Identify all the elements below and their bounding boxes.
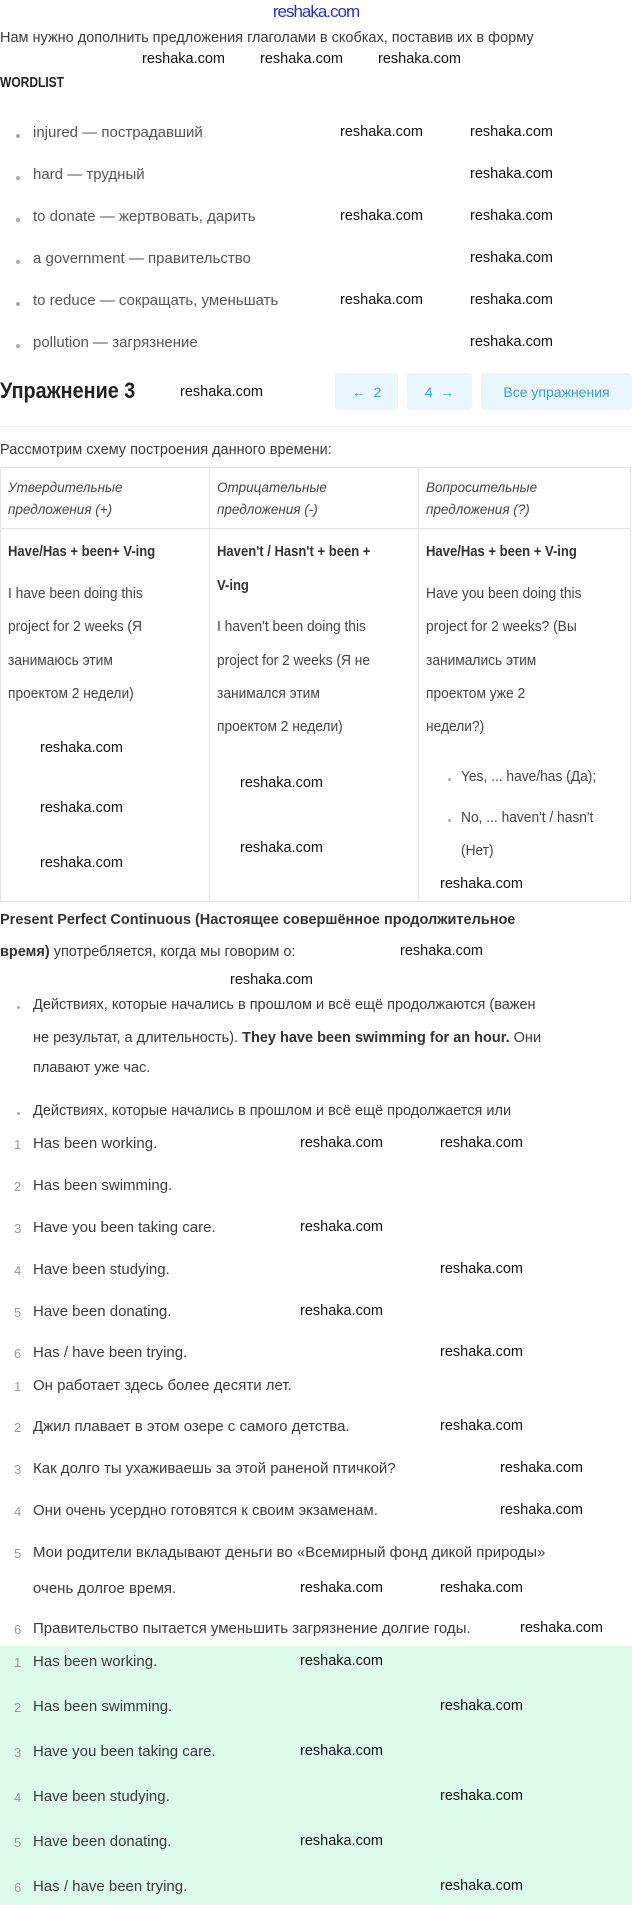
watermark: reshaka.com xyxy=(440,1878,524,1894)
bullet-icon xyxy=(17,1006,20,1009)
item-number: 5 xyxy=(14,1546,22,1561)
answer-item: Have you been taking care. xyxy=(33,1219,216,1236)
example-line: занимались этим xyxy=(426,653,537,669)
final-answer-item: Have been studying. xyxy=(33,1788,170,1805)
watermark: reshaka.com xyxy=(520,1620,604,1636)
watermark: reshaka.com xyxy=(300,1135,384,1151)
translation-item: Мои родители вкладывают деньги во «Всемирный фонд дикой природы» xyxy=(33,1544,546,1561)
column-divider xyxy=(418,468,419,901)
scheme-intro: Рассмотрим схему построения данного времени: xyxy=(0,442,332,458)
short-answer: No, ... haven't / hasn't xyxy=(461,810,594,826)
watermark: reshaka.com xyxy=(470,334,554,350)
watermark: reshaka.com xyxy=(240,775,324,791)
bullet-icon xyxy=(16,344,20,348)
arrow-right-icon: → xyxy=(432,383,455,400)
bullet-icon xyxy=(448,778,451,781)
bullet-icon xyxy=(16,260,20,264)
site-logo[interactable]: reshaka.com xyxy=(272,2,360,21)
watermark: reshaka.com xyxy=(300,1833,384,1849)
translation-item: Как долго ты ухаживаешь за этой раненой птичкой? xyxy=(33,1460,396,1477)
answer-item: Has been swimming. xyxy=(33,1177,173,1194)
example-line: Have you been doing this xyxy=(426,586,582,602)
watermark: reshaka.com xyxy=(180,384,264,400)
divider xyxy=(0,426,632,427)
table-header: предложения (+) xyxy=(8,502,113,517)
usage-example: They have been swimming for an hour. xyxy=(242,1030,510,1046)
answer-item: Have been studying. xyxy=(33,1261,170,1278)
watermark: reshaka.com xyxy=(470,292,554,308)
usage-title-rest: употребляется, когда мы говорим о: xyxy=(49,944,296,960)
bullet-icon xyxy=(448,819,451,822)
watermark: reshaka.com xyxy=(240,840,324,856)
word-item: pollution — загрязнение xyxy=(33,334,198,351)
example-line: project for 2 weeks (Я не xyxy=(217,653,371,669)
answer-item: Has / have been trying. xyxy=(33,1344,188,1361)
bullet-icon xyxy=(17,1112,20,1115)
intro-text: Нам нужно дополнить предложения глаголами в скобках, поставив их в форму xyxy=(0,30,534,46)
translation-item: Правительство пытается уменьшить загрязнение долгие годы. xyxy=(33,1620,471,1637)
watermark: reshaka.com xyxy=(400,943,484,959)
item-number: 2 xyxy=(14,1179,22,1194)
watermark: reshaka.com xyxy=(142,51,226,67)
item-number: 4 xyxy=(14,1790,22,1805)
watermark: reshaka.com xyxy=(440,1135,524,1151)
watermark: reshaka.com xyxy=(440,1580,524,1596)
example-line: занимаюсь этим xyxy=(8,653,113,669)
word-item: hard — трудный xyxy=(33,166,145,183)
watermark: reshaka.com xyxy=(300,1653,384,1669)
prev-exercise-number: 2 xyxy=(373,383,382,400)
watermark: reshaka.com xyxy=(470,250,554,266)
table-header: Вопросительные xyxy=(426,480,538,495)
formula: V-ing xyxy=(217,578,249,594)
item-number: 2 xyxy=(14,1700,22,1715)
answer-item: Has been working. xyxy=(33,1135,158,1152)
table-header: предложения (-) xyxy=(217,502,318,517)
translation-item: Они очень усердно готовятся к своим экзаменам. xyxy=(33,1502,378,1519)
watermark: reshaka.com xyxy=(300,1219,384,1235)
usage-bullet-cont xyxy=(33,1029,541,1047)
item-number: 1 xyxy=(14,1655,22,1670)
short-answer: (Нет) xyxy=(461,843,494,859)
table-header: предложения (?) xyxy=(426,502,530,517)
watermark: reshaka.com xyxy=(260,51,344,67)
watermark: reshaka.com xyxy=(440,1788,524,1804)
item-number: 1 xyxy=(14,1137,22,1152)
example-line: project for 2 weeks? (Вы xyxy=(426,619,577,635)
watermark: reshaka.com xyxy=(40,855,124,871)
item-number: 1 xyxy=(14,1379,22,1394)
watermark: reshaka.com xyxy=(340,124,424,140)
bullet-icon xyxy=(16,176,20,180)
grammar-table xyxy=(0,467,631,902)
wordlist-title: WORDLIST xyxy=(0,74,64,91)
final-answer-item: Has been swimming. xyxy=(33,1698,173,1715)
item-number: 3 xyxy=(14,1221,22,1236)
word-item: injured — пострадавший xyxy=(33,124,203,141)
translation-item: Он работает здесь более десяти лет. xyxy=(33,1377,292,1394)
watermark: reshaka.com xyxy=(440,1344,524,1360)
next-exercise-number: 4 xyxy=(424,383,433,400)
item-number: 3 xyxy=(14,1462,22,1477)
watermark: reshaka.com xyxy=(40,800,124,816)
item-number: 5 xyxy=(14,1835,22,1850)
word-item: to donate — жертвовать, дарить xyxy=(33,208,256,225)
formula: Have/Has + been+ V-ing xyxy=(8,544,156,560)
usage-bullet: Действиях, которые начались в прошлом и всё ещё продолжается или xyxy=(33,1103,512,1119)
usage-bullet-cont: плавают уже час. xyxy=(33,1060,151,1076)
usage-title-bold: время) xyxy=(0,944,50,960)
bullet-icon xyxy=(16,218,20,222)
example-line: недели?) xyxy=(426,719,485,735)
example-line: проектом 2 недели) xyxy=(8,686,134,702)
table-header: Отрицательные xyxy=(217,480,327,495)
formula: Haven't / Hasn't + been + xyxy=(217,544,371,560)
watermark: reshaka.com xyxy=(470,208,554,224)
watermark: reshaka.com xyxy=(40,740,124,756)
watermark: reshaka.com xyxy=(300,1580,384,1596)
bullet-icon xyxy=(16,302,20,306)
bullet-icon xyxy=(16,134,20,138)
watermark: reshaka.com xyxy=(470,166,554,182)
watermark: reshaka.com xyxy=(230,972,314,988)
item-number: 4 xyxy=(14,1263,22,1278)
final-answer-item: Have been donating. xyxy=(33,1833,172,1850)
arrow-left-icon: ← xyxy=(351,383,374,400)
item-number: 5 xyxy=(14,1305,22,1320)
watermark: reshaka.com xyxy=(440,1418,524,1434)
word-item: a government — правительство xyxy=(33,250,251,267)
watermark: reshaka.com xyxy=(340,292,424,308)
example-line: project for 2 weeks (Я xyxy=(8,619,142,635)
usage-text: не результат, а длительность). xyxy=(33,1030,243,1046)
prev-exercise-button[interactable] xyxy=(335,373,398,410)
watermark: reshaka.com xyxy=(470,124,554,140)
usage-title: Present Perfect Continuous (Настоящее совершённое продолжительное xyxy=(0,912,516,928)
item-number: 6 xyxy=(14,1622,22,1637)
short-answer: Yes, ... have/has (Да); xyxy=(461,769,597,785)
watermark: reshaka.com xyxy=(300,1743,384,1759)
watermark: reshaka.com xyxy=(440,876,524,892)
column-divider xyxy=(209,468,210,901)
watermark: reshaka.com xyxy=(500,1460,584,1476)
watermark: reshaka.com xyxy=(300,1303,384,1319)
row-divider xyxy=(1,528,630,529)
answer-item: Have been donating. xyxy=(33,1303,172,1320)
item-number: 6 xyxy=(14,1880,22,1895)
watermark: reshaka.com xyxy=(378,51,462,67)
exercise-title: Упражнение 3 xyxy=(0,378,136,403)
usage-title-cont xyxy=(0,943,295,961)
final-answer-item: Has / have been trying. xyxy=(33,1878,188,1895)
all-exercises-button[interactable]: Все упражнения xyxy=(481,373,632,410)
item-number: 6 xyxy=(14,1346,22,1361)
example-line: проектом уже 2 xyxy=(426,686,526,702)
watermark: reshaka.com xyxy=(340,208,424,224)
formula: Have/Has + been + V-ing xyxy=(426,544,577,560)
watermark: reshaka.com xyxy=(440,1698,524,1714)
usage-text: Они xyxy=(509,1030,542,1046)
usage-bullet: Действиях, которые начались в прошлом и всё ещё продолжаются (важен xyxy=(33,997,536,1013)
word-item: to reduce — сокращать, уменьшать xyxy=(33,292,279,309)
translation-item-cont: очень долгое время. xyxy=(33,1580,177,1597)
next-exercise-button[interactable] xyxy=(407,373,472,410)
answer-highlight xyxy=(0,1646,632,1905)
final-answer-item: Have you been taking care. xyxy=(33,1743,216,1760)
example-line: I have been doing this xyxy=(8,586,143,602)
item-number: 3 xyxy=(14,1745,22,1760)
example-line: I haven't been doing this xyxy=(217,619,366,635)
example-line: проектом 2 недели) xyxy=(217,719,343,735)
item-number: 4 xyxy=(14,1504,22,1519)
example-line: занимался этим xyxy=(217,686,320,702)
table-header: Утвердительные xyxy=(8,480,123,495)
watermark: reshaka.com xyxy=(500,1502,584,1518)
item-number: 2 xyxy=(14,1420,22,1435)
final-answer-item: Has been working. xyxy=(33,1653,158,1670)
translation-item: Джил плавает в этом озере с самого детства. xyxy=(33,1418,350,1435)
watermark: reshaka.com xyxy=(440,1261,524,1277)
